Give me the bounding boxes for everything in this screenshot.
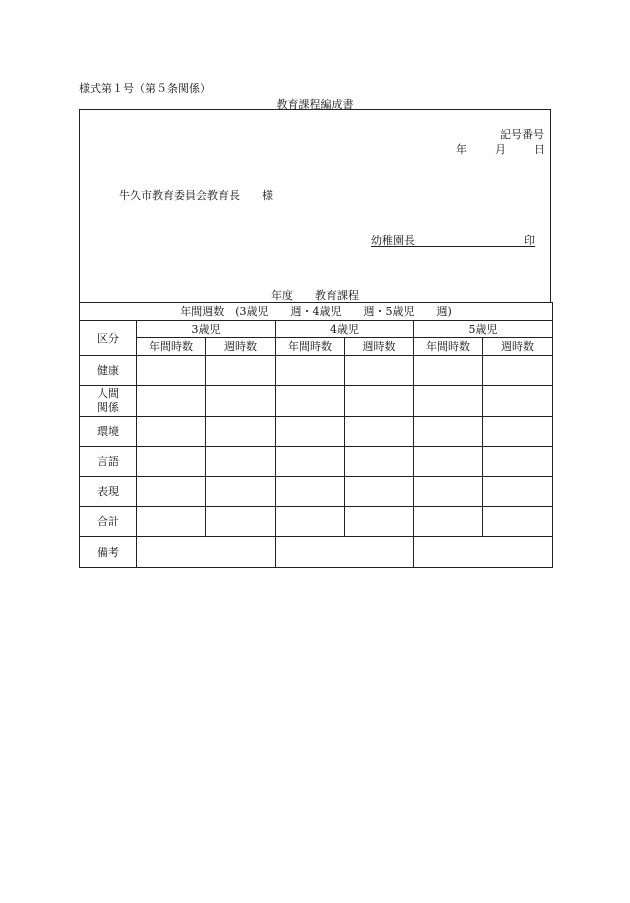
input-cell[interactable] [345,356,414,386]
input-cell[interactable] [206,417,276,447]
input-cell[interactable] [137,417,206,447]
annual-weeks-row: 年間週数 (3歳児 週・4歳児 週・5歳児 週) [80,303,553,321]
input-cell[interactable] [137,507,206,537]
input-cell[interactable] [276,386,345,417]
notes-cell-age-4[interactable] [276,537,414,568]
annual-hours-header: 年間時数 [137,338,206,356]
annual-hours-header: 年間時数 [414,338,483,356]
addressee: 牛久市教育委員会教育長 様 [119,189,273,202]
input-cell[interactable] [137,386,206,417]
principal-label: 幼稚園長 [371,234,415,247]
input-cell[interactable] [137,477,206,507]
category-header: 区分 [80,321,137,356]
input-cell[interactable] [345,386,414,417]
date-day: 日 [534,143,545,156]
input-cell[interactable] [483,386,553,417]
weekly-hours-header: 週時数 [345,338,414,356]
input-cell[interactable] [483,356,553,386]
weekly-hours-header: 週時数 [206,338,276,356]
input-cell[interactable] [345,417,414,447]
table-row [80,356,553,386]
input-cell[interactable] [206,447,276,477]
date-month: 月 [495,143,506,156]
input-cell[interactable] [206,507,276,537]
input-cell[interactable] [276,417,345,447]
weekly-hours-header: 週時数 [483,338,553,356]
seal-mark: 印 [524,234,535,247]
input-cell[interactable] [483,447,553,477]
input-cell[interactable] [137,356,206,386]
input-cell[interactable] [345,447,414,477]
input-cell[interactable] [206,477,276,507]
row-label-relationships: 人間関係 [80,386,137,417]
input-cell[interactable] [483,417,553,447]
notes-cell-age-5[interactable] [414,537,553,568]
input-cell[interactable] [276,507,345,537]
table-row [80,386,553,417]
form-number: 様式第１号（第５条関係） [79,82,211,95]
input-cell[interactable] [206,356,276,386]
table-row [80,537,553,568]
date-line [456,141,545,157]
age-3-header: 3歳児 [137,321,276,338]
input-cell[interactable] [276,356,345,386]
input-cell[interactable] [414,477,483,507]
curriculum-table [79,302,553,568]
notes-cell-age-3[interactable] [137,537,276,568]
principal-signature-line [371,232,535,247]
table-row [80,447,553,477]
row-label-health: 健康 [80,356,137,386]
annual-hours-header: 年間時数 [276,338,345,356]
curriculum-year-label: 年度 教育課程 [271,289,359,302]
table-row [80,507,553,537]
input-cell[interactable] [414,507,483,537]
input-cell[interactable] [276,447,345,477]
age-5-header: 5歳児 [414,321,553,338]
input-cell[interactable] [414,417,483,447]
row-label-notes: 備考 [80,537,137,568]
input-cell[interactable] [414,356,483,386]
date-year: 年 [456,143,467,156]
row-label-expression: 表現 [80,477,137,507]
input-cell[interactable] [483,477,553,507]
header-frame [79,109,551,302]
input-cell[interactable] [276,477,345,507]
age-4-header: 4歳児 [276,321,414,338]
table-row [80,477,553,507]
record-number-label: 記号番号 [500,128,544,141]
row-label-environment: 環境 [80,417,137,447]
row-label-language: 言語 [80,447,137,477]
document-title: 教育課程編成書 [276,98,354,111]
table-row [80,417,553,447]
input-cell[interactable] [137,447,206,477]
input-cell[interactable] [414,386,483,417]
input-cell[interactable] [206,386,276,417]
input-cell[interactable] [483,507,553,537]
input-cell[interactable] [414,447,483,477]
row-label-total: 合計 [80,507,137,537]
input-cell[interactable] [345,477,414,507]
input-cell[interactable] [345,507,414,537]
